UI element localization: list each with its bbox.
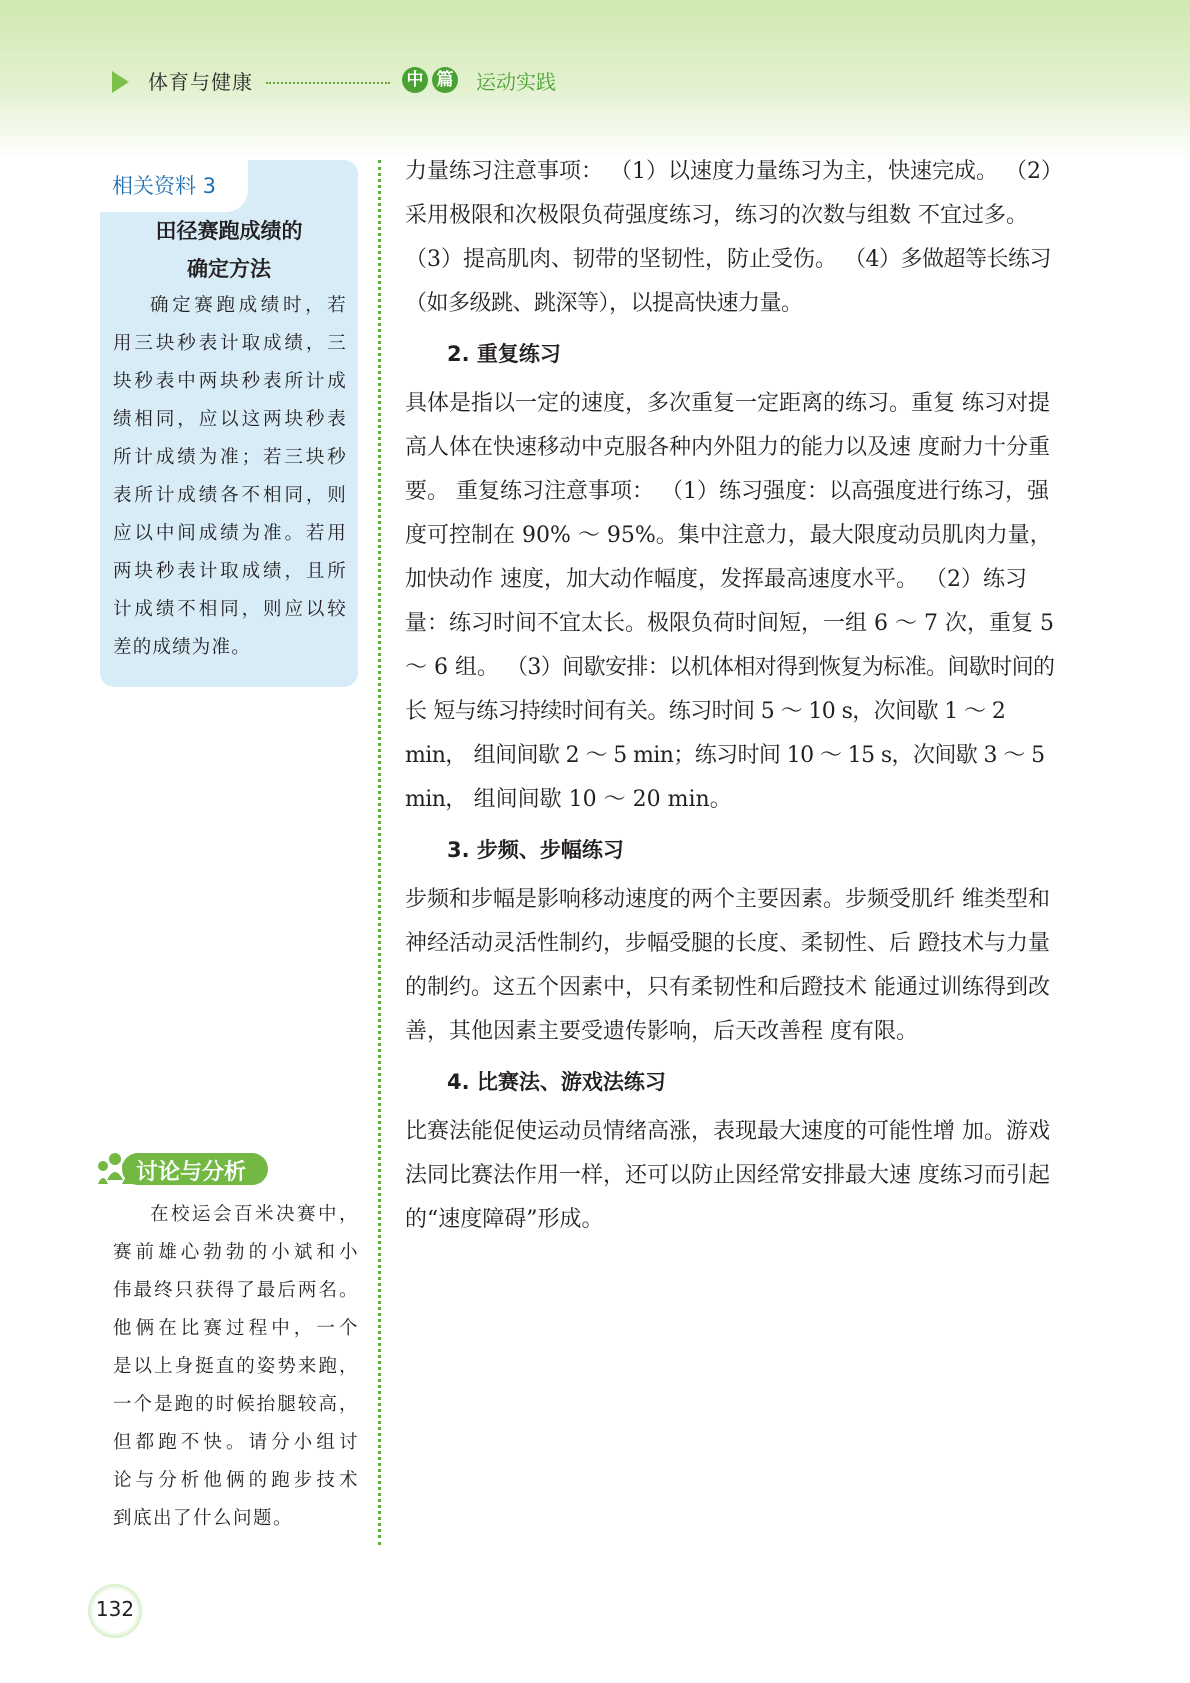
reference-label: 相关资料 3	[112, 174, 217, 198]
strength-note-1: （1）以速度力量练习为主，快速完成。	[610, 159, 999, 184]
stride-paragraph-line: 维类型和神经活动灵活性制约，步幅受腿的长度、柔韧性、后	[405, 887, 1051, 956]
competition-paragraph-line: 加。游戏法同比赛法作用一样，还可以防止因经常安排最大速	[405, 1119, 1051, 1188]
section-heading-repeat: 2. 重复练习	[447, 342, 561, 366]
reference-title-line2: 确定方法	[187, 257, 271, 281]
main-text	[405, 150, 1065, 1242]
strength-notes-heading: 力量练习注意事项：	[405, 159, 604, 184]
discussion-line: 他俩在比赛过程中，一个	[113, 1318, 359, 1339]
strength-note-2-cont: 不宜过多。	[918, 203, 1029, 228]
reference-line: 所计成绩为准；若三块秒	[113, 447, 347, 468]
reference-line: 块秒表中两块秒表所计成	[113, 371, 347, 392]
part-badge-first: 中	[402, 67, 428, 93]
competition-paragraph-line: 比赛法能促使运动员情绪高涨，表现最大速度的可能性增	[405, 1119, 956, 1144]
stride-paragraph-line: 蹬技术与力量的制约。这五个因素中，只有柔韧性和后蹬技术	[405, 931, 1051, 1000]
reference-title-line1: 田径赛跑成绩的	[155, 219, 303, 243]
repeat-paragraph-line: 具体是指以一定的速度，多次重复一定距离的练习。重复	[405, 391, 956, 416]
reference-line: 确定赛跑成绩时，若	[150, 295, 347, 316]
discussion-line: 到底出了什么问题。	[113, 1508, 294, 1529]
repeat-paragraph-line: 度耐力十分重要。	[405, 435, 1051, 504]
competition-paragraph-line: 度练习而引起的“速度障碍”形成。	[405, 1163, 1051, 1232]
discussion-title: 讨论与分析	[136, 1160, 247, 1185]
strength-note-3: （3）提高肌肉、韧带的坚韧性，防止受伤。	[405, 247, 837, 272]
discussion-line: 但都跑不快。请分小组讨	[113, 1432, 359, 1453]
repeat-note-2: （2）练习量：练习时间不宜太长。极限负荷时间短，一组	[405, 567, 1028, 636]
page-number: 132	[95, 1597, 135, 1621]
stride-paragraph-line: 能通过训练得到改善，其他因素主要受遗传影响，后天改善程	[405, 975, 1051, 1044]
reference-line: 用三块秒表计取成绩，三	[113, 333, 347, 354]
repeat-note-3-cont: 短与练习持续时间有关。练习时间 5 ～ 10 s，次间歇 1 ～ 2 min，	[405, 699, 1006, 768]
repeat-paragraph-line: 练习对提高人体在快速移动中克服各种内外阻力的能力以及速	[405, 391, 1051, 460]
discussion-line: 是以上身挺直的姿势来跑，	[113, 1356, 359, 1377]
column-divider	[378, 160, 381, 1545]
reference-line: 应以中间成绩为准。若用	[113, 523, 347, 544]
repeat-note-2-cont: 6 ～ 7 次，重复 5 ～ 6 组。	[405, 611, 1054, 680]
book-title: 体育与健康	[148, 70, 253, 94]
stride-paragraph-line: 度有限。	[830, 1019, 919, 1044]
strength-note-4: （4）多做超等长练习（如多级跳、跳深等），以提高快速力量。	[405, 247, 1051, 316]
discussion-body	[113, 1196, 359, 1538]
repeat-note-3: （3）间歇安排：以机体相对得到恢复为标准。间歇时间的长	[405, 655, 1055, 724]
reference-line: 两块秒表计取成绩，且所	[113, 561, 347, 582]
repeat-notes-heading: 重复练习注意事项：	[456, 479, 655, 504]
discussion-line: 在校运会百米决赛中，	[150, 1204, 359, 1225]
header-dotted-leader	[266, 82, 390, 84]
stride-paragraph-line: 步频和步幅是影响移动速度的两个主要因素。步频受肌纤	[405, 887, 956, 912]
reference-line: 计成绩不相同，则应以较	[113, 599, 347, 620]
discussion-line: 论与分析他俩的跑步技术	[113, 1470, 359, 1491]
reference-body	[113, 287, 347, 667]
discussion-line: 一个是跑的时候抬腿较高，	[113, 1394, 359, 1415]
reference-line: 差的成绩为准。	[113, 637, 251, 658]
repeat-note-1-cont: 90% ～ 95%。集中注意力，最大限度动员肌肉力量，加快动作	[405, 523, 1052, 592]
section-heading-stride: 3. 步频、步幅练习	[447, 838, 624, 862]
part-badge-second: 篇	[432, 67, 458, 93]
repeat-note-1: （1）练习强度：以高强度进行练习，强度可控制在	[405, 479, 1050, 548]
discussion-line: 伟最终只获得了最后两名。	[113, 1280, 359, 1301]
repeat-note-1-cont: 速度，加大动作幅度，发挥最高速度水平。	[500, 567, 919, 592]
repeat-note-3-cont: 组间间歇 2 ～ 5 min；练习时间 10 ～ 15 s，次间歇 3 ～ 5 min，	[405, 743, 1045, 812]
reference-line: 绩相同，应以这两块秒表	[113, 409, 347, 430]
section-title: 运动实践	[476, 70, 556, 94]
play-arrow-icon	[112, 71, 129, 93]
strength-note-2: （2）采用极限和次极限负荷强度练习，练习的次数与组数	[405, 159, 1064, 228]
section-heading-competition: 4. 比赛法、游戏法练习	[447, 1070, 666, 1094]
reference-line: 表所计成绩各不相同，则	[113, 485, 347, 506]
repeat-note-3-cont: 组间间歇 10 ～ 20 min。	[473, 787, 732, 812]
discussion-line: 赛前雄心勃勃的小斌和小	[113, 1242, 359, 1263]
